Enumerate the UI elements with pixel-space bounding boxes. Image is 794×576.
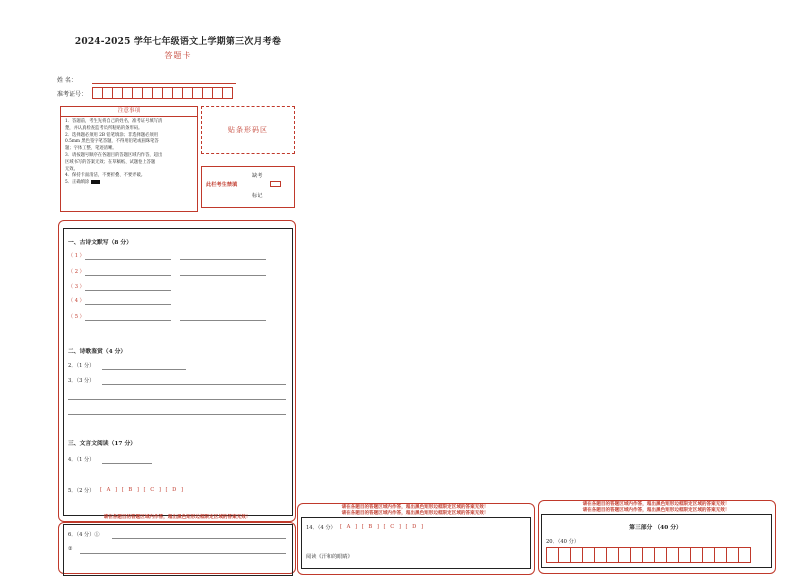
- answer-line[interactable]: [85, 320, 171, 321]
- id-boxes[interactable]: [92, 87, 232, 99]
- filled-mark-icon: [91, 180, 100, 184]
- item-label-1: （1）: [68, 253, 87, 259]
- name-label: 姓 名：: [57, 77, 77, 84]
- question-3: 3．（3 分）: [68, 378, 95, 384]
- answer-line[interactable]: [85, 259, 171, 260]
- question-20: 20．（40 分）: [546, 539, 580, 545]
- answer-line[interactable]: [85, 275, 171, 276]
- item-label-2: （2）: [68, 269, 87, 275]
- warning-text: 请在各题目的答题区域内作答，超出黑色矩形边框限定区域的答案无效！: [582, 508, 730, 513]
- question-5-options[interactable]: [ A ] [ B ] [ C ] [ D ]: [100, 487, 185, 493]
- notice-item: 3．请按题号顺序在各题目的答题区域内作答，超出 区域书写的答案无效；在草稿纸、试题卷上答题 无效。: [65, 152, 163, 172]
- question-2: 2．（1 分）: [68, 363, 95, 369]
- notice-item: 2．选择题必须用 2B 铅笔填涂；非选择题必须用 0.5mm 黑色签字笔答题，不得用铅笔或圆珠笔答 题；字体工整、笔迹清晰。: [65, 132, 159, 152]
- section-1-title: 一、古诗文默写（8 分）: [68, 240, 133, 246]
- composition-grid[interactable]: [546, 547, 750, 563]
- page-subtitle: 答题卡: [164, 51, 192, 60]
- notice-item: 4．保持卡面清洁，不要折叠、不要弄破。: [65, 173, 146, 179]
- answer-line[interactable]: [112, 538, 286, 539]
- answer-line[interactable]: [85, 304, 171, 305]
- notice-box: [60, 106, 198, 212]
- absent-checkbox[interactable]: [270, 181, 281, 187]
- warning-text: 请在各题目的答题区域内作答，超出黑色矩形边框限定区域的答案无效！: [103, 515, 251, 520]
- answer-line[interactable]: [85, 290, 171, 291]
- question-14: 14．（4 分）: [306, 525, 336, 531]
- answer-line[interactable]: [102, 463, 152, 464]
- item-label-5: （5）: [68, 314, 87, 320]
- question-14-options[interactable]: [ A ] [ B ] [ C ] [ D ]: [340, 524, 425, 530]
- notice-title: 注意事项: [61, 107, 197, 117]
- warning-text: 请在各题目的答题区域内作答，超出黑色矩形边框限定区域的答案无效！: [341, 511, 489, 516]
- question-6-part2: ②: [68, 546, 73, 552]
- notice-item: 1．答题前，考生先将自己的姓名，准考证号填写清 楚，并认真检查监考员所粘贴的条形码。: [65, 119, 163, 131]
- page-title: 2024-2025 学年七年级语文上学期第三次月考卷: [74, 37, 282, 47]
- question-4: 4．（1 分）: [68, 457, 95, 463]
- answer-line[interactable]: [80, 553, 286, 554]
- absent-label: 缺考: [252, 173, 263, 179]
- answer-line[interactable]: [180, 259, 266, 260]
- part-3-title: 第三部分 （40 分）: [629, 525, 682, 531]
- warning-text: 请在各题目的答题区域内作答，超出黑色矩形边框限定区域的答案无效！: [341, 505, 489, 510]
- name-field[interactable]: [92, 83, 236, 84]
- answer-line[interactable]: [102, 384, 286, 385]
- answer-line[interactable]: [68, 414, 286, 415]
- reading-title: 阅读《汗和的眼睛》: [306, 554, 353, 560]
- answer-line[interactable]: [102, 369, 186, 370]
- answer-box-1: [63, 228, 293, 516]
- id-label: 准考证号：: [57, 91, 88, 98]
- answer-line[interactable]: [180, 275, 266, 276]
- warning-text: 请在各题目的答题区域内作答，超出黑色矩形边框限定区域的答案无效！: [582, 502, 730, 507]
- answer-line[interactable]: [180, 320, 266, 321]
- absent-mark-label: 标记: [252, 193, 263, 199]
- notice-example: 5．正确填涂: [65, 180, 193, 187]
- barcode-area: 贴条形码区: [201, 106, 295, 154]
- absent-box: [201, 166, 295, 208]
- question-6: 6．（4 分）①: [68, 532, 100, 538]
- question-5: 5．（2 分）: [68, 488, 95, 494]
- absent-note: 此栏考生禁填: [206, 182, 238, 188]
- item-label-3: （3）: [68, 284, 87, 290]
- section-2-title: 二、诗歌鉴赏（4 分）: [68, 349, 127, 355]
- id-digit-box[interactable]: [222, 87, 233, 99]
- item-label-4: （4）: [68, 298, 87, 304]
- answer-line[interactable]: [68, 399, 286, 400]
- section-3-title: 三、文言文阅读（17 分）: [68, 441, 137, 447]
